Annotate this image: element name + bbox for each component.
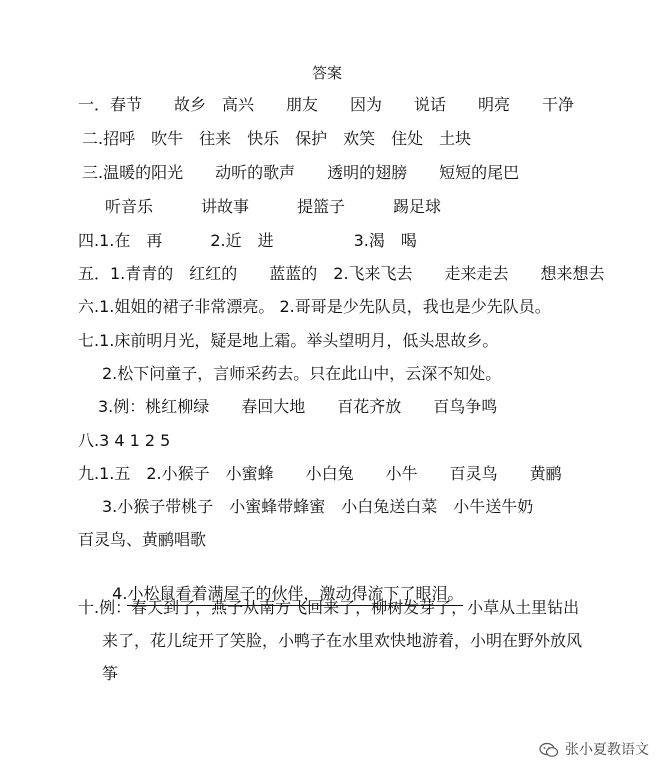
- answer-line-5: 五．1.青青的 红红的 蓝蓝的 2.飞来飞去 走来走去 想来想去: [78, 264, 605, 283]
- answer-line-10: 十.例：春天到了，燕子从南方飞回来了，柳树发芽了，小草从土里钻出: [78, 598, 580, 617]
- answer-line-6: 六.1.姐姐的裙子非常漂亮。 2.哥哥是少先队员，我也是少先队员。: [78, 297, 551, 316]
- answer-line-9c: 百灵鸟、黄鹂唱歌: [78, 530, 207, 549]
- answer-line-8: 八.3 4 1 2 5: [78, 431, 171, 450]
- answer-line-3b: 听音乐 讲故事 提篮子 踢足球: [105, 197, 442, 216]
- wechat-icon: [539, 742, 559, 758]
- answer-line-4: 四.1.在 再 2.近 进 3.渴 喝: [78, 231, 417, 250]
- answer-line-2: 二.招呼 吹牛 往来 快乐 保护 欢笑 住处 土块: [82, 129, 472, 148]
- answer-line-9b: 3.小猴子带桃子 小蜜蜂带蜂蜜 小白兔送白菜 小牛送牛奶: [102, 497, 534, 516]
- answer-line-10b: 来了，花儿绽开了笑脸，小鸭子在水里欢快地游着，小明在野外放风: [102, 631, 583, 650]
- answer-line-7b: 2.松下问童子，言师采药去。只在此山中，云深不知处。: [102, 364, 502, 383]
- answer-line-1: 一．春节 故乡 高兴 朋友 因为 说话 明亮 干净: [78, 95, 575, 114]
- answer-line-3: 三.温暖的阳光 动听的歌声 透明的翅膀 短短的尾巴: [82, 163, 520, 182]
- answer-line-9: 九.1.五 2.小猴子 小蜜蜂 小白兔 小牛 百灵鸟 黄鹂: [78, 464, 562, 483]
- answer-line-7c: 3.例：桃红柳绿 春回大地 百花齐放 百鸟争鸣: [98, 397, 498, 416]
- answer-title: 答案: [312, 64, 343, 82]
- answer-line-9d-number: 4.: [112, 584, 128, 603]
- answer-line-7: 七.1.床前明月光，疑是地上霜。举头望明月，低头思故乡。: [78, 331, 499, 350]
- answer-line-9d-sentence: 小松鼠看着满屋子的伙伴，激动得流下了眼泪。: [127, 584, 463, 606]
- watermark: [539, 741, 649, 759]
- watermark-text: 张小夏教语文: [565, 742, 649, 758]
- answer-line-10c: 筝: [102, 664, 119, 683]
